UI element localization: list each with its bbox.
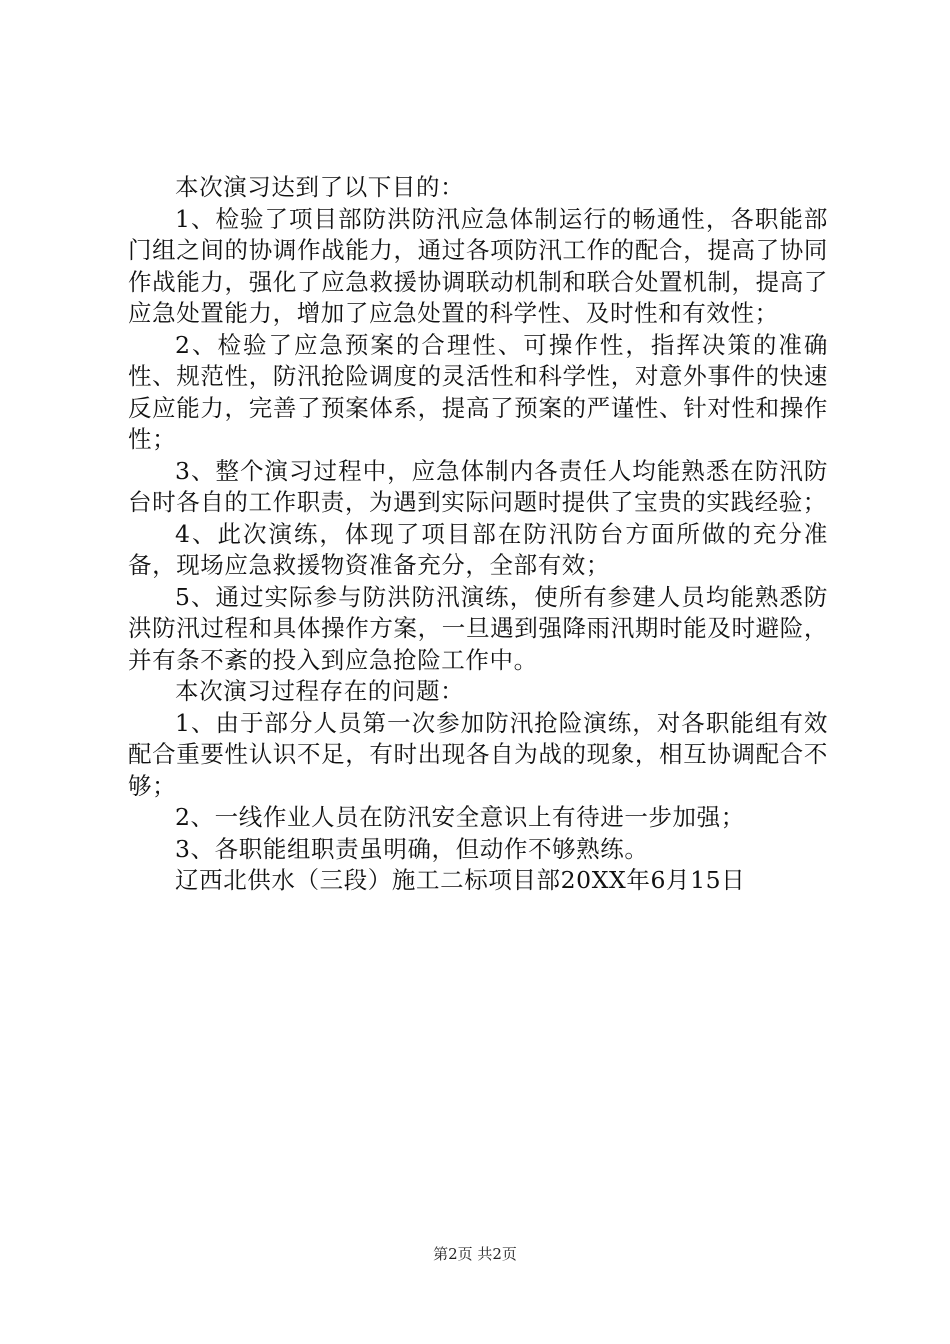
paragraph-goal-1: 1、检验了项目部防洪防汛应急体制运行的畅通性，各职能部门组之间的协调作战能力，通过各项防汛工作的配合，提高了协同作战能力，强化了应急救援协调联动机制和联合处置机制，提高了应急处置能力，增加了应急处置的科学性、及时性和有效性； <box>128 204 828 327</box>
paragraph-problem-3: 3、各职能组职责虽明确，但动作不够熟练。 <box>175 834 649 863</box>
paragraph-goal-5: 5、通过实际参与防洪防汛演练，使所有参建人员均能熟悉防洪防汛过程和具体操作方案，一旦遇到强降雨汛期时能及时避险，并有条不紊的投入到应急抢险工作中。 <box>128 582 828 674</box>
paragraph-goal-3: 3、整个演习过程中，应急体制内各责任人均能熟悉在防汛防台时各自的工作职责，为遇到实际问题时提供了宝贵的实践经验； <box>128 456 828 516</box>
paragraph-goal-2: 2、检验了应急预案的合理性、可操作性，指挥决策的准确性、规范性，防汛抢险调度的灵活性和科学性，对意外事件的快速反应能力，完善了预案体系，提高了预案的严谨性、针对性和操作性； <box>128 330 828 453</box>
page-footer: 第2页 共2页 <box>433 1245 517 1263</box>
paragraph-goal-4: 4、此次演练，体现了项目部在防汛防台方面所做的充分准备，现场应急救援物资准备充分，全部有效； <box>128 519 828 579</box>
paragraph-goals-heading: 本次演习达到了以下目的： <box>175 173 465 201</box>
signature-line: 辽西北供水（三段）施工二标项目部20XX年6月15日 <box>175 866 746 894</box>
paragraph-problems-heading: 本次演习过程存在的问题： <box>175 677 465 705</box>
paragraph-problem-2: 2、一线作业人员在防汛安全意识上有待进一步加强； <box>175 803 745 831</box>
paragraph-problem-1: 1、由于部分人员第一次参加防汛抢险演练，对各职能组有效配合重要性认识不足，有时出现各自为战的现象，相互协调配合不够； <box>128 708 828 800</box>
document-body <box>128 172 828 897</box>
